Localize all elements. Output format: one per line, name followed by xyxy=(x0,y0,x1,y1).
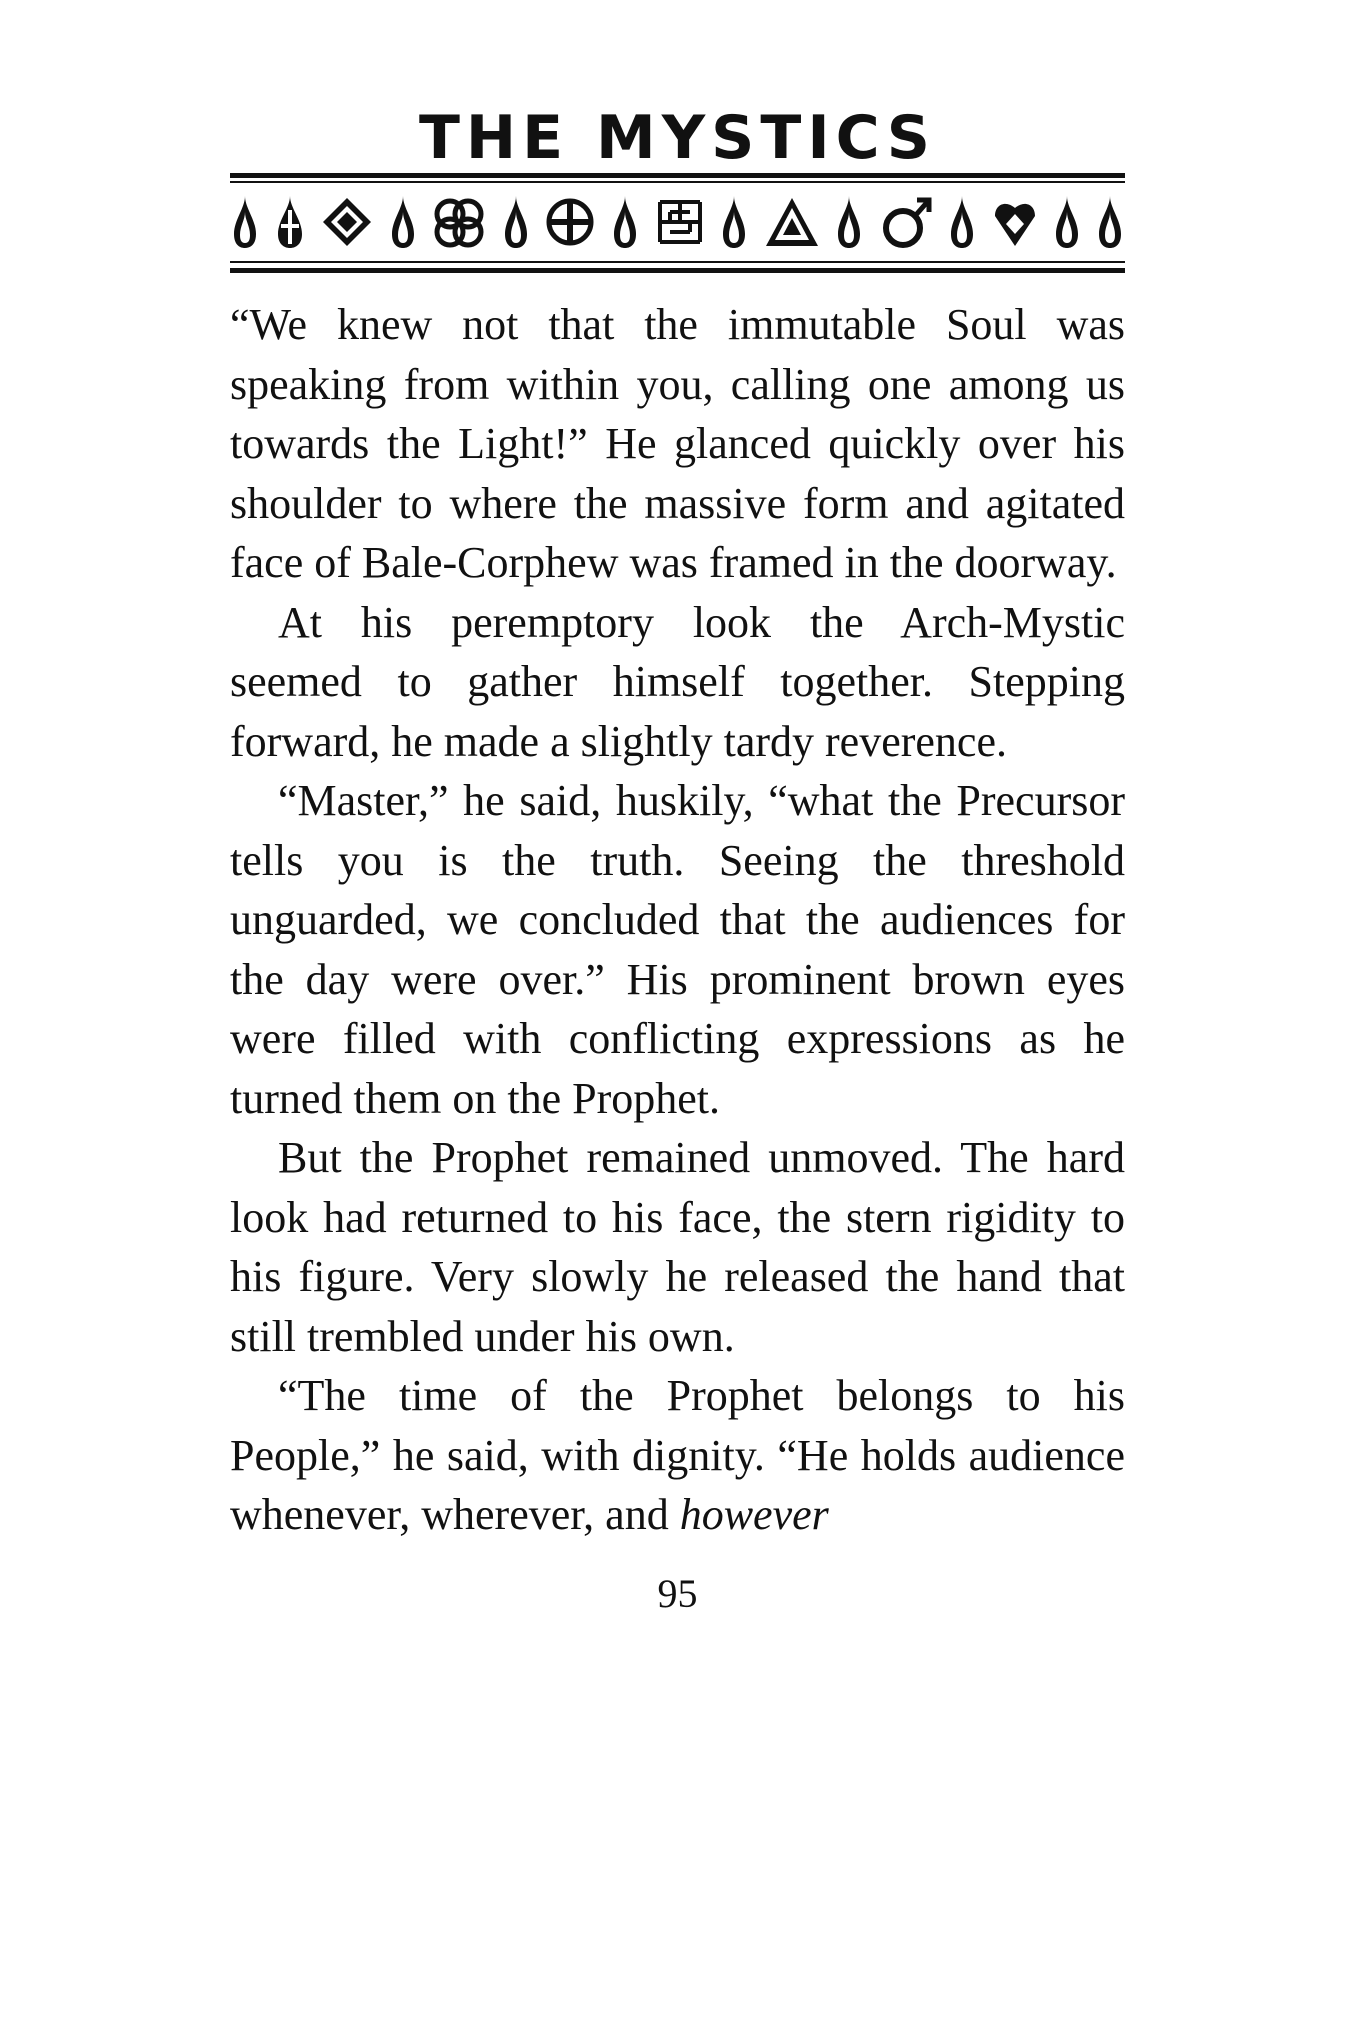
header-rule-bottom xyxy=(230,261,1125,273)
paragraph: At his peremptory look the Arch-Mystic seemed to gather himself together. Stepping forward, he made a slightly tardy reverence. xyxy=(230,597,1125,766)
paragraph xyxy=(230,1366,1125,1545)
circled-cross-icon xyxy=(545,194,595,250)
italic-word: however xyxy=(679,1490,829,1539)
triangle-icon xyxy=(764,194,820,250)
paragraph-text: “The time of the Prophet belongs to his People,” he said, with dignity. “He holds audience whenever, wherever, and xyxy=(230,1371,1125,1539)
drop-icon xyxy=(232,194,258,250)
paragraph: But the Prophet remained unmoved. The hard look had returned to his face, the stern rigidity to his figure. Very slowly he released the hand that still trembled under his own. xyxy=(230,1133,1125,1361)
book-page xyxy=(230,105,1125,1617)
drop-icon xyxy=(836,194,862,250)
header-rule-top xyxy=(230,173,1125,183)
drop-icon xyxy=(1054,194,1080,250)
page-number: 95 xyxy=(657,1570,698,1616)
drop-icon xyxy=(612,194,638,250)
ornament-band xyxy=(230,183,1125,261)
paragraph: “We knew not that the immutable Soul was speaking from within you, calling one among us towards the Light!” He glanced quickly over his shoulder to where the massive form and agitated face of Bale-Corphew was framed in the doorway. xyxy=(230,300,1125,587)
fret-icon xyxy=(655,194,705,250)
drop-icon xyxy=(949,194,975,250)
heart-diamond-icon xyxy=(992,194,1038,250)
drop-icon xyxy=(1097,194,1123,250)
running-head: THE MYSTICS xyxy=(419,103,936,173)
paragraph: “Master,” he said, huskily, “what the Precursor tells you is the truth. Seeing the threshold unguarded, we concluded that the audiences for the day were over.” His prominent brown eyes were filled with conflicting expressions as he turned them on the Prophet. xyxy=(230,776,1125,1123)
drop-icon xyxy=(390,194,416,250)
body-text xyxy=(230,295,1125,1545)
thick-rule xyxy=(230,268,1125,273)
drop-cross-icon xyxy=(275,194,305,250)
knot-icon xyxy=(432,194,486,250)
drop-icon xyxy=(721,194,747,250)
diamond-icon xyxy=(321,194,373,250)
drop-icon xyxy=(503,194,529,250)
mars-icon xyxy=(879,194,933,250)
